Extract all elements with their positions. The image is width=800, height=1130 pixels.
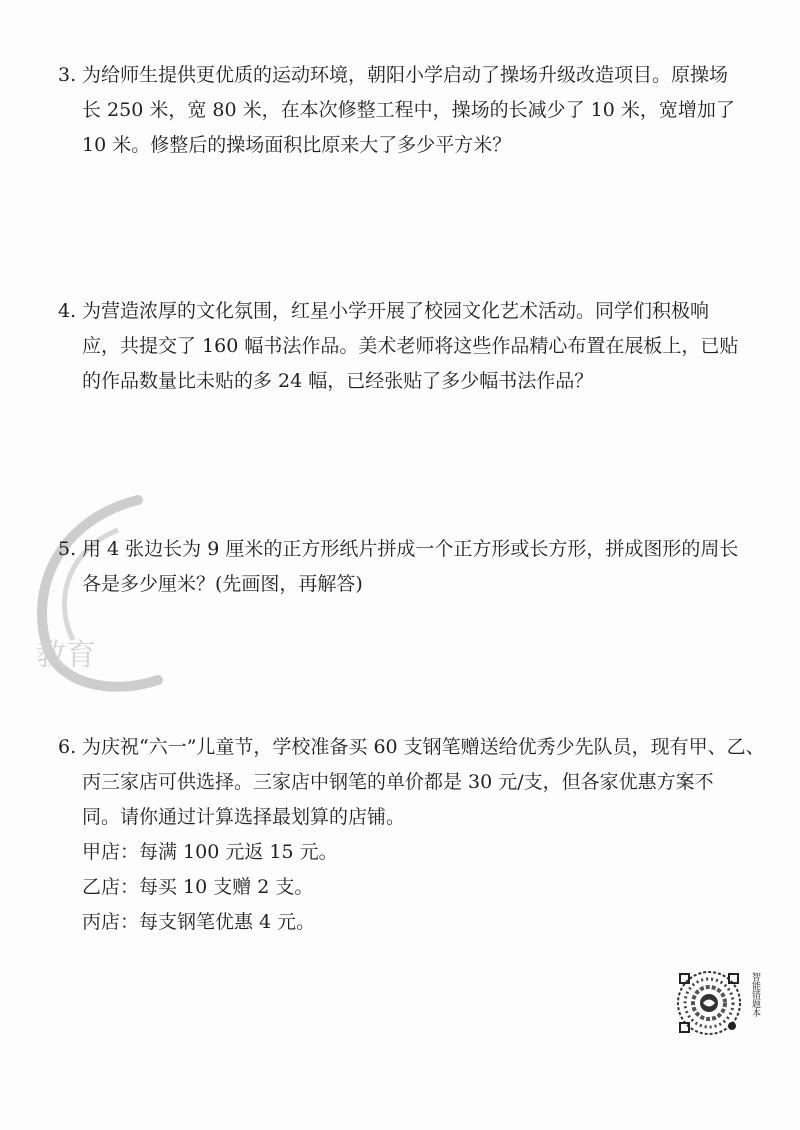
qr-code-icon[interactable] [676, 970, 742, 1036]
problem-5 [58, 532, 770, 602]
problem-text-line: 为营造浓厚的文化氛围，红星小学开展了校园文化艺术活动。同学们积极响 [82, 300, 710, 322]
problem-text-line: 的作品数量比未贴的多 24 幅，已经张贴了多少幅书法作品？ [82, 370, 594, 392]
problem-6 [58, 730, 770, 940]
problem-text-line: 为庆祝“六一”儿童节，学校准备买 60 支钢笔赠送给优秀少先队员，现有甲、乙、 [82, 736, 765, 758]
problem-number: 5. [58, 538, 77, 560]
problem-number: 6. [58, 736, 77, 758]
problem-text-line: 丙三家店可供选择。三家店中钢笔的单价都是 30 元/支，但各家优惠方案不 [82, 771, 714, 793]
problem-text-line: 为给师生提供更优质的运动环境，朝阳小学启动了操场升级改造项目。原操场 [82, 64, 729, 86]
store-b-offer: 乙店：每买 10 支赠 2 支。 [82, 876, 314, 898]
problem-text-line: 各是多少厘米？(先画图，再解答) [82, 573, 363, 595]
problem-text-line: 用 4 张边长为 9 厘米的正方形纸片拼成一个正方形或长方形，拼成图形的周长 [82, 538, 739, 560]
problem-number: 4. [58, 300, 77, 322]
qr-code-block[interactable] [676, 970, 766, 1038]
problem-text-line: 应，共提交了 160 幅书法作品。美术老师将这些作品精心布置在展板上，已贴 [82, 335, 739, 357]
problem-text-line: 长 250 米，宽 80 米，在本次修整工程中，操场的长减少了 10 米，宽增加了 [82, 99, 735, 121]
store-a-offer: 甲店：每满 100 元返 15 元。 [82, 841, 338, 863]
problem-text-line: 10 米。修整后的操场面积比原来大了多少平方米？ [82, 134, 512, 156]
problem-3 [58, 58, 770, 163]
problem-number: 3. [58, 64, 77, 86]
problem-4 [58, 294, 770, 399]
watermark-text: 教育 [36, 638, 96, 673]
problem-text-line: 同。请你通过计算选择最划算的店铺。 [82, 806, 406, 828]
qr-label: 智能错题本 [750, 972, 760, 1017]
store-c-offer: 丙店：每支钢笔优惠 4 元。 [82, 911, 316, 933]
